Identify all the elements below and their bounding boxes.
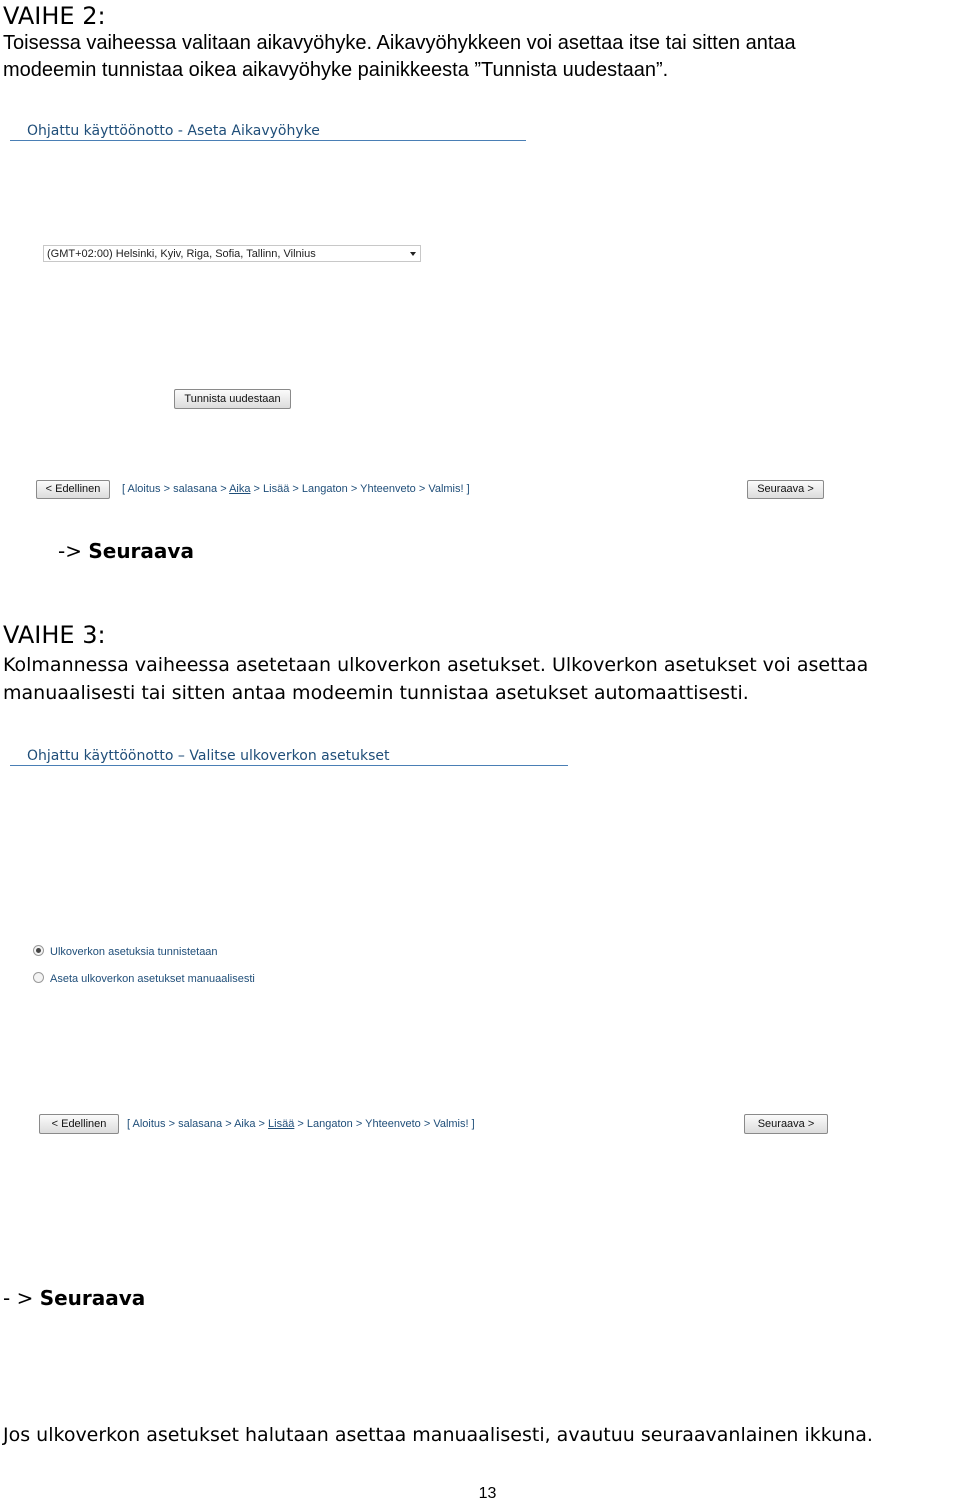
breadcrumb-open: [ — [127, 1118, 133, 1130]
step3-heading: VAIHE 3: — [3, 621, 106, 649]
detect-again-button[interactable]: Tunnista uudestaan — [174, 389, 291, 409]
timezone-value: (GMT+02:00) Helsinki, Kyiv, Riga, Sofia, Tallinn, Vilnius — [47, 248, 316, 260]
radio-unselected-icon[interactable] — [33, 972, 44, 983]
breadcrumb-lisaa[interactable]: Lisää — [263, 483, 290, 495]
breadcrumb-separator: > — [294, 1118, 307, 1130]
radio-detect-label: Ulkoverkon asetuksia tunnistetaan — [50, 946, 218, 958]
breadcrumb-separator: > — [255, 1118, 269, 1130]
breadcrumb-langaton[interactable]: Langaton — [301, 483, 348, 495]
breadcrumb-separator: > — [347, 483, 361, 495]
breadcrumb-yhteenveto[interactable]: Yhteenveto — [365, 1118, 421, 1130]
radio-detect-automatically[interactable] — [33, 945, 218, 958]
breadcrumb-separator: > — [415, 483, 429, 495]
next-button[interactable]: Seuraava > — [744, 1114, 828, 1134]
back-button[interactable]: < Edellinen — [39, 1114, 119, 1134]
screen2-title: Ohjattu käyttöönotto – Valitse ulkoverkon asetukset — [10, 748, 568, 766]
radio-set-manually[interactable] — [33, 972, 255, 985]
next-label: Seuraava — [88, 539, 194, 563]
arrow-prefix: - > — [3, 1286, 34, 1310]
breadcrumb-separator: > — [352, 1118, 366, 1130]
screen1-title: Ohjattu käyttöönotto - Aseta Aikavyöhyke — [10, 123, 526, 141]
breadcrumb-aloitus[interactable]: Aloitus — [127, 483, 161, 495]
breadcrumb-separator: > — [217, 483, 230, 495]
closing-paragraph: Jos ulkoverkon asetukset halutaan asettaa manuaalisesti, avautuu seuraavanlainen ikkuna. — [3, 1424, 873, 1446]
breadcrumb-aloitus[interactable]: Aloitus — [132, 1118, 166, 1130]
breadcrumb-separator: > — [222, 1118, 235, 1130]
breadcrumb-lisaa[interactable]: Lisää — [268, 1118, 295, 1130]
step3-line-1: Kolmannessa vaiheessa asetetaan ulkoverkon asetukset. Ulkoverkon asetukset voi asettaa — [3, 654, 869, 676]
breadcrumb-yhteenveto[interactable]: Yhteenveto — [360, 483, 416, 495]
breadcrumb-salasana[interactable]: salasana — [173, 483, 218, 495]
breadcrumb-separator: > — [250, 483, 264, 495]
page-number: 13 — [478, 1485, 497, 1502]
step2-line-2: modeemin tunnistaa oikea aikavyöhyke painikkeesta ”Tunnista uudestaan”. — [3, 59, 669, 81]
chevron-down-icon — [410, 252, 416, 256]
step3-line-2: manuaalisesti tai sitten antaa modeemin tunnistaa asetukset automaattisesti. — [3, 682, 749, 704]
back-button[interactable]: < Edellinen — [36, 480, 110, 499]
arrow-prefix: -> — [58, 539, 82, 563]
breadcrumb — [127, 1118, 475, 1130]
breadcrumb-open: [ — [122, 483, 128, 495]
breadcrumb-separator: > — [165, 1118, 179, 1130]
breadcrumb-langaton[interactable]: Langaton — [306, 1118, 353, 1130]
breadcrumb-valmis[interactable]: Valmis! — [433, 1118, 469, 1130]
breadcrumb-close: ] — [463, 483, 470, 495]
breadcrumb-aika[interactable]: Aika — [229, 483, 251, 495]
breadcrumb-salasana[interactable]: salasana — [178, 1118, 223, 1130]
step2-heading: VAIHE 2: — [3, 2, 106, 30]
radio-manual-label: Aseta ulkoverkon asetukset manuaalisesti — [50, 973, 255, 985]
breadcrumb-separator: > — [420, 1118, 434, 1130]
step2-line-1: Toisessa vaiheessa valitaan aikavyöhyke. Aikavyöhykkeen voi asettaa itse tai sitten antaa — [3, 32, 796, 54]
timezone-select[interactable] — [43, 245, 421, 262]
breadcrumb-separator: > — [289, 483, 302, 495]
next-label: Seuraava — [39, 1286, 146, 1310]
breadcrumb-close: ] — [468, 1118, 475, 1130]
breadcrumb — [122, 483, 470, 495]
step2-paragraph — [3, 30, 960, 84]
step3-paragraph — [3, 651, 960, 707]
radio-selected-icon[interactable] — [33, 945, 44, 956]
breadcrumb-separator: > — [160, 483, 174, 495]
next-instruction-2 — [3, 1286, 145, 1310]
next-instruction-1 — [58, 539, 194, 563]
breadcrumb-aika[interactable]: Aika — [234, 1118, 256, 1130]
breadcrumb-valmis[interactable]: Valmis! — [428, 483, 464, 495]
next-button[interactable]: Seuraava > — [747, 480, 824, 499]
